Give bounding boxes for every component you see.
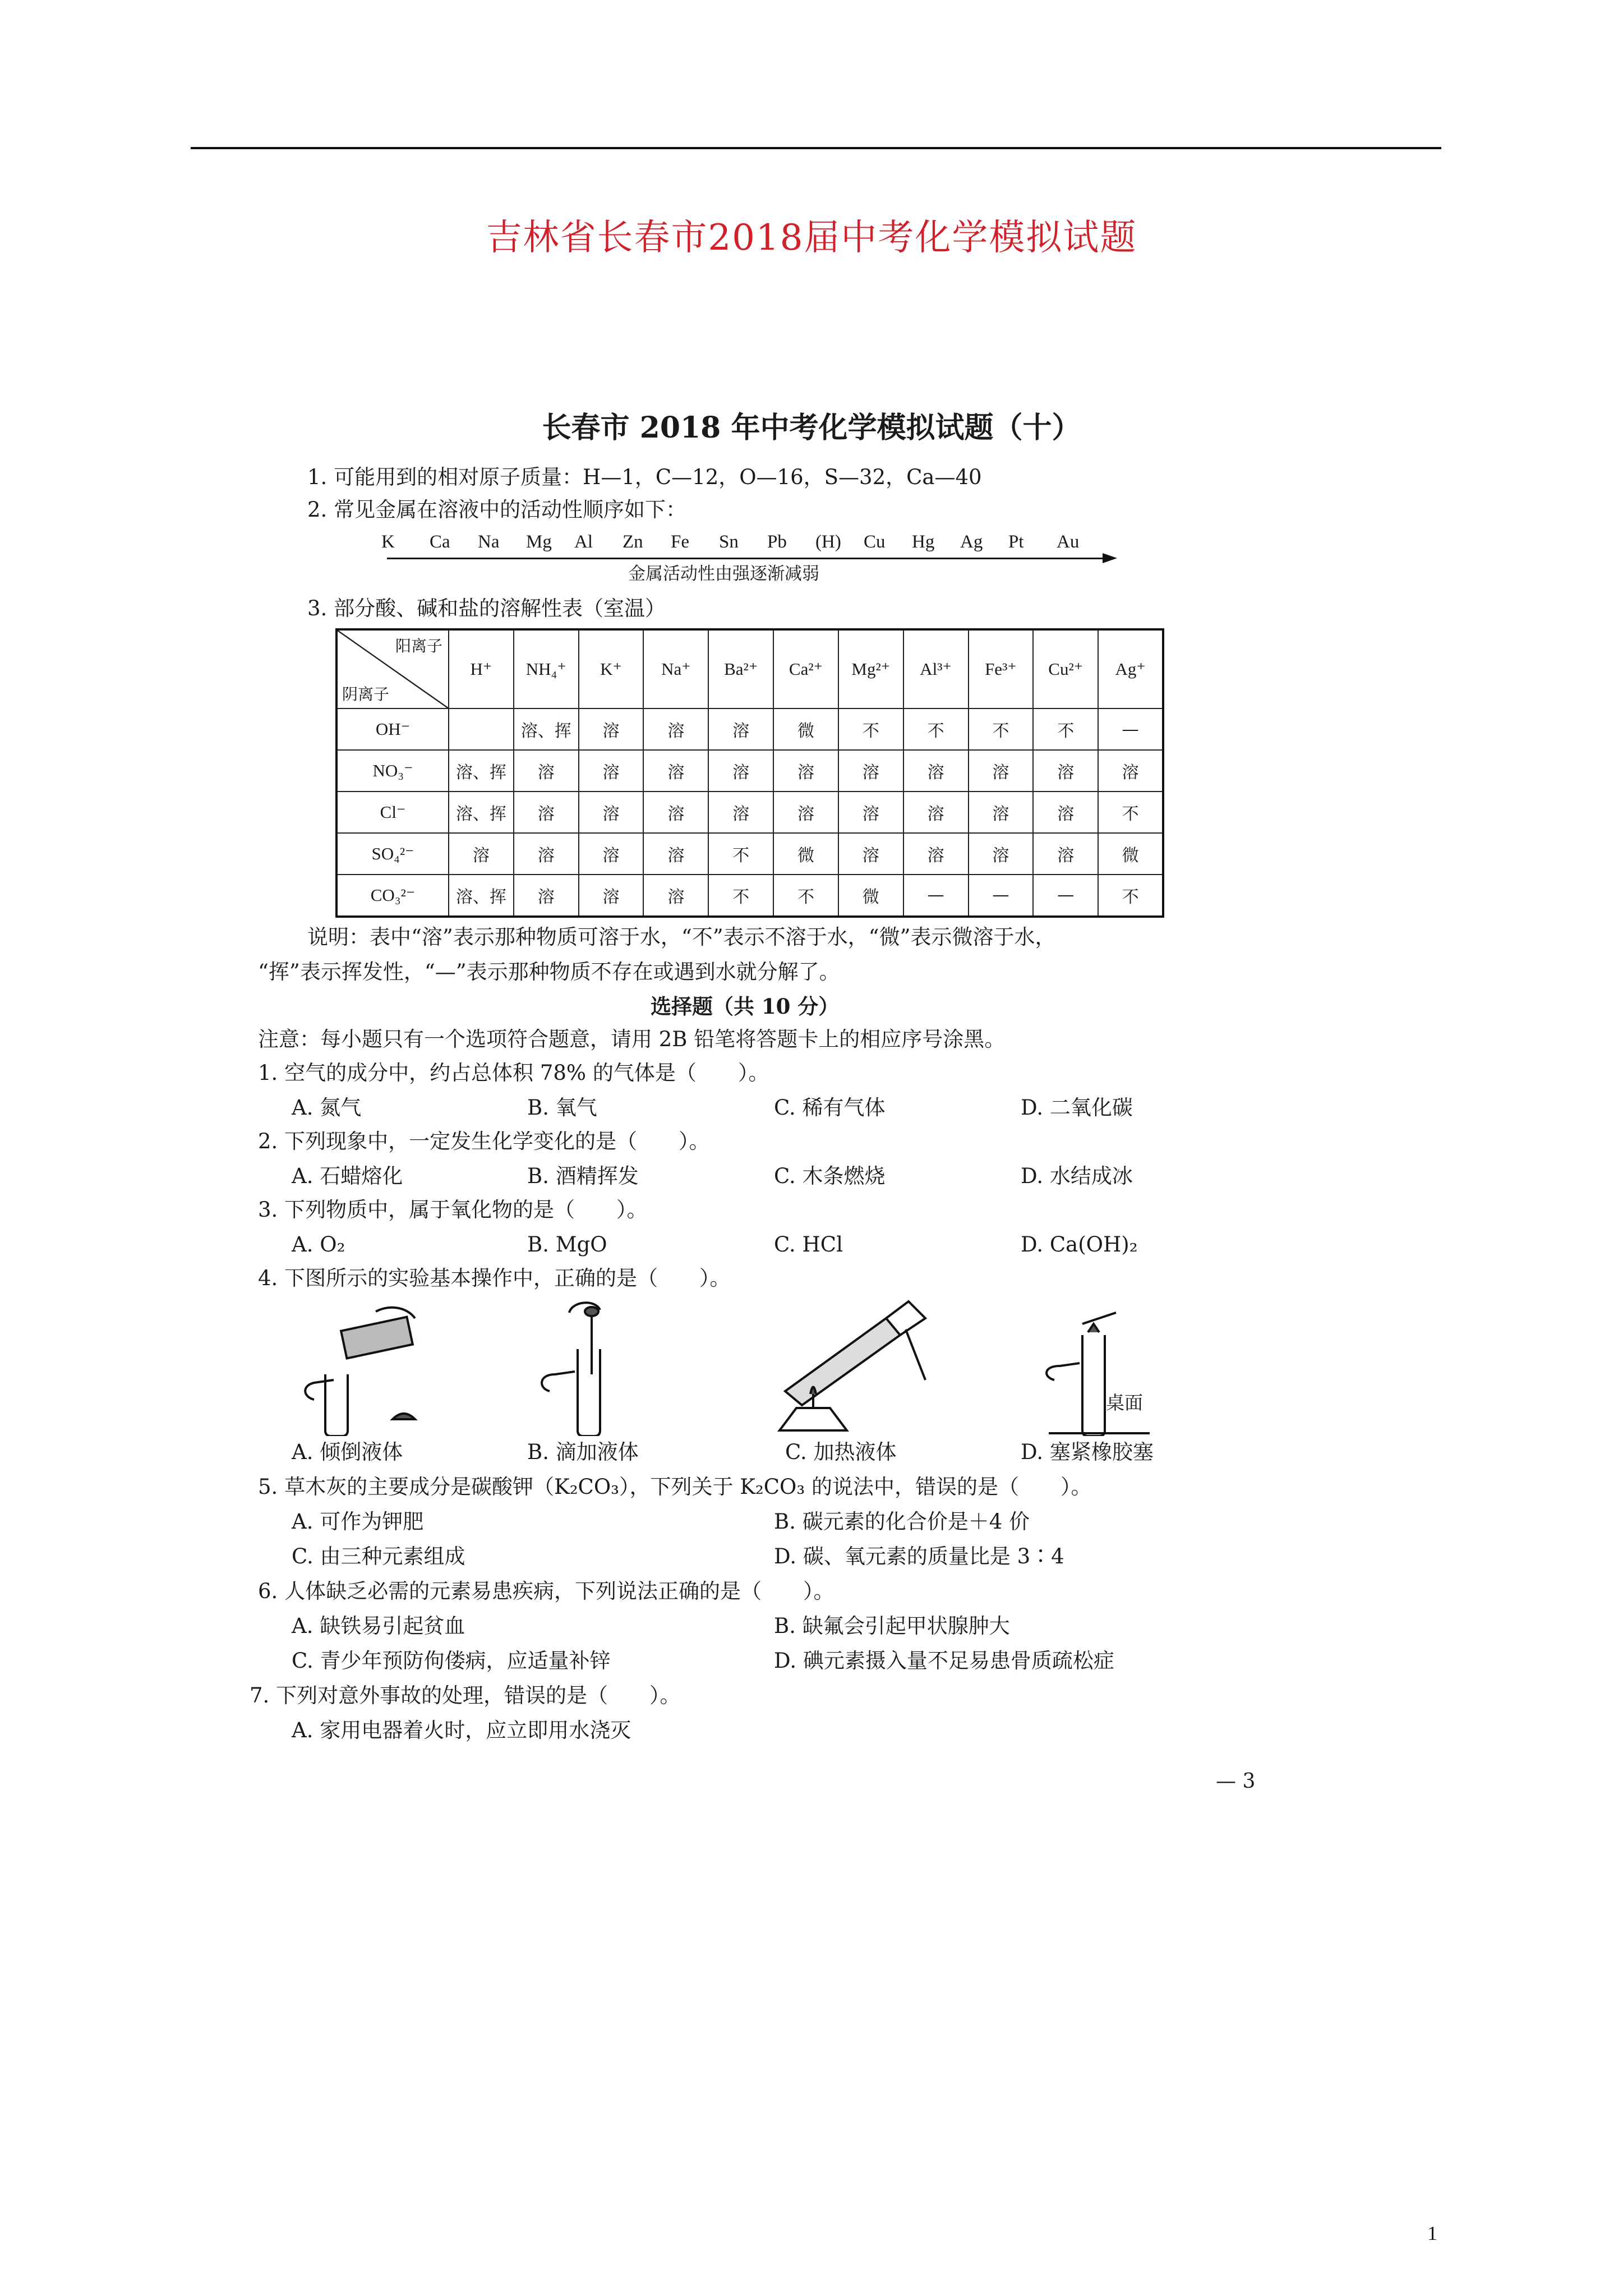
solubility-cell: 不 — [969, 708, 1034, 750]
solubility-cell: 溶、挥 — [514, 708, 579, 750]
solubility-cell: 微 — [773, 833, 838, 875]
solubility-cell: 微 — [1098, 833, 1163, 875]
activity-arrowhead — [1103, 553, 1117, 563]
solubility-cell: 溶 — [838, 833, 903, 875]
solubility-cell: 溶 — [969, 750, 1034, 792]
solubility-cell: 溶 — [708, 750, 773, 792]
metal-symbol: Cu — [864, 532, 886, 552]
question-6: 6. 人体缺乏必需的元素易患疾病，下列说法正确的是（ ）。 — [258, 1579, 834, 1603]
solubility-cell: 不 — [903, 708, 969, 750]
q2-option-a: A. 石蜡熔化 — [292, 1164, 403, 1188]
solubility-cell: 溶 — [903, 792, 969, 833]
solubility-cell: 溶 — [579, 708, 644, 750]
table-row — [336, 792, 1163, 833]
metal-symbol: Al — [574, 532, 593, 552]
solubility-cell: 溶 — [773, 792, 838, 833]
note-atomic-mass: 1. 可能用到的相对原子质量：H—1，C—12，O—16，S—32，Ca—40 — [307, 465, 982, 489]
question-5: 5. 草木灰的主要成分是碳酸钾（K₂CO₃），下列关于 K₂CO₃ 的说法中，错误的是（ ）。 — [258, 1475, 1092, 1499]
cation-header: Al³⁺ — [903, 629, 969, 708]
solubility-cell: 溶 — [579, 875, 644, 917]
solubility-cell: 溶 — [579, 750, 644, 792]
solubility-cell: 溶 — [579, 833, 644, 875]
solubility-cell: 溶 — [708, 792, 773, 833]
question-1: 1. 空气的成分中，约占总体积 78% 的气体是（ ）。 — [258, 1061, 769, 1085]
top-rule — [191, 147, 1441, 149]
q4-option-c: C. 加热液体 — [785, 1440, 897, 1464]
solubility-cell: 溶 — [1033, 833, 1098, 875]
solubility-cell: 溶 — [969, 792, 1034, 833]
solubility-cell: — — [1033, 875, 1098, 917]
corner-cation-label: 阳离子 — [395, 637, 442, 655]
corner-anion-label: 阴离子 — [342, 685, 390, 704]
solubility-cell: — — [1098, 708, 1163, 750]
activity-arrow — [387, 558, 1105, 559]
solubility-cell: 溶 — [514, 750, 579, 792]
q1-option-b: B. 氧气 — [527, 1096, 597, 1120]
note-activity-series: 2. 常见金属在溶液中的活动性顺序如下： — [307, 498, 687, 522]
cation-header: H⁺ — [449, 629, 514, 708]
solubility-cell — [449, 708, 514, 750]
solubility-cell: 溶 — [1033, 750, 1098, 792]
solubility-cell: 溶 — [969, 833, 1034, 875]
section-note: 注意：每小题只有一个选项符合题意，请用 2B 铅笔将答题卡上的相应序号涂黑。 — [258, 1027, 1006, 1051]
q5-option-a: A. 可作为钾肥 — [292, 1510, 424, 1534]
solubility-cell: 溶 — [903, 750, 969, 792]
cation-header: Mg²⁺ — [838, 629, 903, 708]
metal-symbol: Zn — [623, 532, 643, 552]
metal-symbol: (H) — [815, 532, 841, 552]
metal-symbol: Ag — [960, 532, 983, 552]
table-surface-label: 桌面 — [1106, 1392, 1143, 1414]
solubility-cell: 溶、挥 — [449, 792, 514, 833]
metal-symbol: Sn — [719, 532, 739, 552]
cation-header: NH₄⁺ — [514, 629, 579, 708]
solubility-cell: 不 — [1033, 708, 1098, 750]
solubility-cell: 溶、挥 — [449, 750, 514, 792]
solubility-cell: 溶 — [514, 833, 579, 875]
solubility-cell: 溶、挥 — [449, 875, 514, 917]
cation-header: Fe³⁺ — [969, 629, 1034, 708]
solubility-cell: 溶 — [643, 708, 708, 750]
q6-option-a: A. 缺铁易引起贫血 — [292, 1614, 465, 1638]
solubility-cell: — — [903, 875, 969, 917]
cation-header: Na⁺ — [643, 629, 708, 708]
metal-symbol: Pb — [767, 532, 787, 552]
table-explanation-1: 说明：表中“溶”表示那种物质可溶于水，“不”表示不溶于水，“微”表示微溶于水， — [307, 925, 1056, 949]
solubility-cell: 溶 — [643, 875, 708, 917]
exam-title: 长春市 2018 年中考化学模拟试题（十） — [542, 411, 1081, 445]
q5-option-d: D. 碳、氧元素的质量比是 3∶4 — [774, 1544, 1064, 1568]
question-3: 3. 下列物质中，属于氧化物的是（ ）。 — [258, 1198, 648, 1222]
cation-header: Ca²⁺ — [773, 629, 838, 708]
table-row — [336, 875, 1163, 917]
solubility-cell: 溶 — [773, 750, 838, 792]
q6-option-b: B. 缺氟会引起甲状腺肿大 — [774, 1614, 1010, 1638]
cation-header: K⁺ — [579, 629, 644, 708]
solubility-cell: 溶 — [643, 792, 708, 833]
q3-option-b: B. MgO — [527, 1232, 607, 1257]
metal-symbol: Hg — [912, 532, 935, 552]
anion-header: SO₄²⁻ — [336, 833, 449, 875]
drop-liquid-figure — [538, 1296, 634, 1436]
activity-caption: 金属活动性由强逐渐减弱 — [628, 564, 819, 584]
q3-option-a: A. O₂ — [292, 1232, 345, 1257]
anion-header: Cl⁻ — [336, 792, 449, 833]
question-7: 7. 下列对意外事故的处理，错误的是（ ）。 — [250, 1683, 681, 1708]
solubility-cell: 不 — [773, 875, 838, 917]
solubility-cell: 溶 — [643, 833, 708, 875]
metal-symbol: Ca — [430, 532, 450, 552]
metal-symbol: Pt — [1008, 532, 1024, 552]
q1-option-d: D. 二氧化碳 — [1021, 1096, 1133, 1120]
question-4: 4. 下图所示的实验基本操作中，正确的是（ ）。 — [258, 1266, 731, 1290]
solubility-cell: 溶 — [838, 750, 903, 792]
note-solubility: 3. 部分酸、碱和盐的溶解性表（室温） — [307, 596, 666, 620]
table-explanation-2: “挥”表示挥发性，“—”表示那种物质不存在或遇到水就分解了。 — [258, 960, 840, 984]
cation-header: Ba²⁺ — [708, 629, 773, 708]
q5-option-c: C. 由三种元素组成 — [292, 1544, 465, 1568]
solubility-cell: 微 — [773, 708, 838, 750]
solubility-cell: 不 — [1098, 875, 1163, 917]
table-corner-cell — [336, 629, 449, 708]
solubility-table — [335, 628, 1164, 918]
solubility-cell: — — [969, 875, 1034, 917]
solubility-cell: 溶 — [514, 792, 579, 833]
solubility-cell: 不 — [708, 833, 773, 875]
table-row — [336, 708, 1163, 750]
anion-header: NO₃⁻ — [336, 750, 449, 792]
q3-option-d: D. Ca(OH)₂ — [1021, 1232, 1138, 1257]
q6-option-d: D. 碘元素摄入量不足易患骨质疏松症 — [774, 1649, 1114, 1673]
activity-series — [381, 532, 1105, 554]
solubility-cell: 溶 — [579, 792, 644, 833]
q2-option-b: B. 酒精挥发 — [527, 1164, 639, 1188]
q6-option-c: C. 青少年预防佝偻病，应适量补锌 — [292, 1649, 611, 1673]
table-row — [336, 750, 1163, 792]
stopper-figure — [1043, 1301, 1155, 1436]
q2-option-d: D. 水结成冰 — [1021, 1164, 1133, 1188]
solubility-cell: 溶 — [643, 750, 708, 792]
page-title: 吉林省长春市2018届中考化学模拟试题 — [486, 217, 1137, 259]
section-title: 选择题（共 10 分） — [651, 994, 840, 1019]
solubility-cell: 溶 — [1033, 792, 1098, 833]
metal-symbol: Fe — [671, 532, 689, 552]
metal-symbol: Mg — [526, 532, 552, 552]
table-row — [336, 833, 1163, 875]
scan-page-marker: — 3 — [1216, 1770, 1256, 1793]
anion-header: CO₃²⁻ — [336, 875, 449, 917]
question-2: 2. 下列现象中，一定发生化学变化的是（ ）。 — [258, 1129, 710, 1153]
q2-option-c: C. 木条燃烧 — [774, 1164, 886, 1188]
solubility-cell: 溶 — [838, 792, 903, 833]
metal-symbol: K — [381, 532, 395, 552]
solubility-cell: 不 — [708, 875, 773, 917]
cation-header: Cu²⁺ — [1033, 629, 1098, 708]
page-number: 1 — [1427, 2222, 1437, 2244]
pour-liquid-figure — [292, 1301, 437, 1436]
cation-header: Ag⁺ — [1098, 629, 1163, 708]
q5-option-b: B. 碳元素的化合价是＋4 价 — [774, 1510, 1030, 1534]
solubility-cell: 溶 — [449, 833, 514, 875]
q4-option-a: A. 倾倒液体 — [292, 1440, 403, 1464]
q7-option-a: A. 家用电器着火时，应立即用水浇灭 — [292, 1718, 631, 1742]
solubility-cell: 不 — [838, 708, 903, 750]
q4-option-b: B. 滴加液体 — [527, 1440, 639, 1464]
solubility-cell: 溶 — [903, 833, 969, 875]
q3-option-c: C. HCl — [774, 1232, 843, 1257]
q1-option-a: A. 氮气 — [292, 1096, 362, 1120]
q1-option-c: C. 稀有气体 — [774, 1096, 886, 1120]
metal-symbol: Na — [478, 532, 500, 552]
q4-option-d: D. 塞紧橡胶塞 — [1021, 1440, 1154, 1464]
solubility-cell: 微 — [838, 875, 903, 917]
heat-liquid-figure — [763, 1296, 953, 1436]
solubility-cell: 溶 — [514, 875, 579, 917]
metal-symbol: Au — [1057, 532, 1080, 552]
solubility-cell: 溶 — [708, 708, 773, 750]
anion-header: OH⁻ — [336, 708, 449, 750]
solubility-cell: 不 — [1098, 792, 1163, 833]
solubility-cell: 溶 — [1098, 750, 1163, 792]
